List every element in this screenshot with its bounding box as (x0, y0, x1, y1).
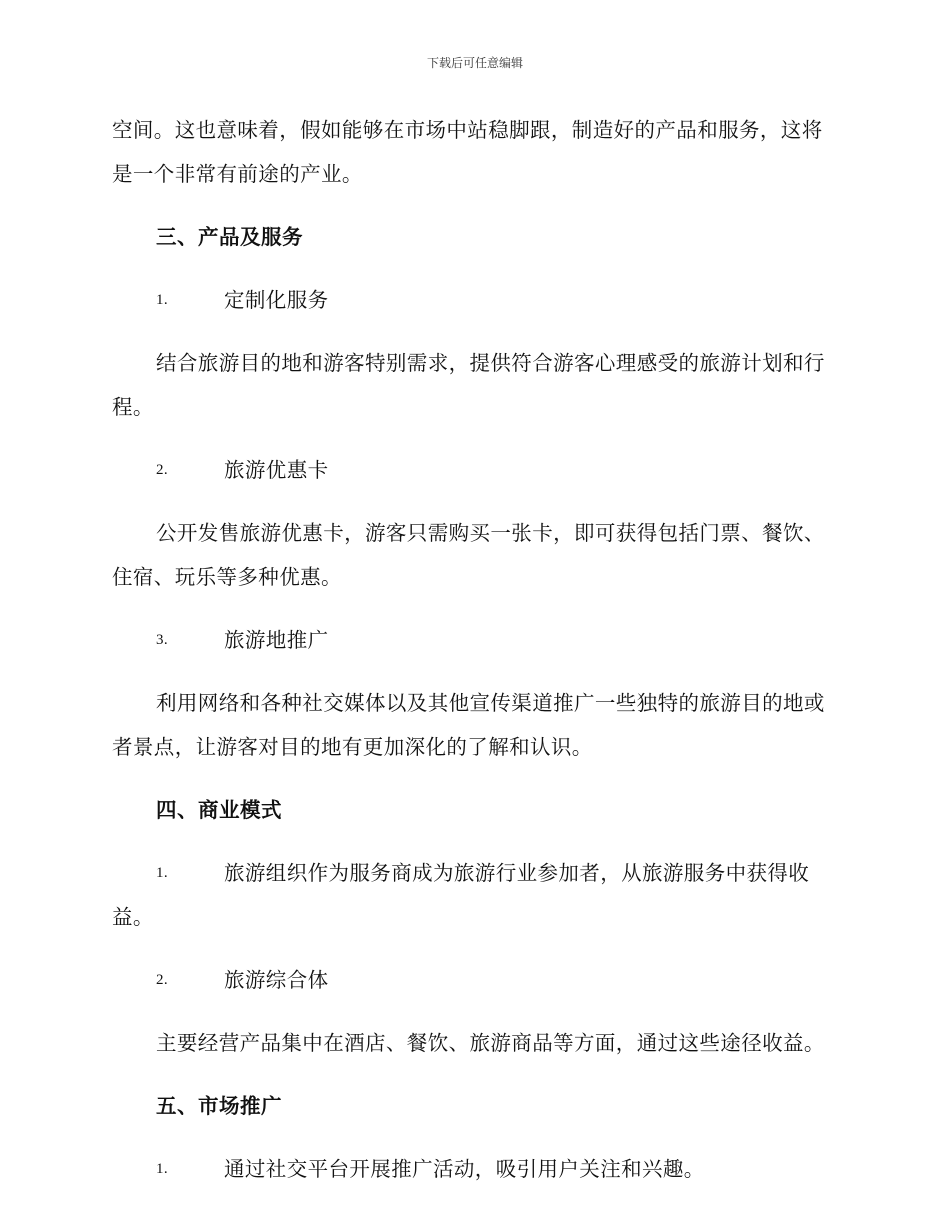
page-header: 下载后可任意编辑 (426, 56, 523, 70)
list-number: 2. (156, 462, 169, 478)
list-item-tour-organization (112, 851, 837, 939)
document-body (112, 108, 837, 1210)
list-number: 1. (156, 865, 169, 881)
list-number: 1. (156, 292, 169, 308)
paragraph-discount-card: 公开发售旅游优惠卡，游客只需购买一张卡，即可获得包括门票、餐饮、住宿、玩乐等多种优惠。 (112, 521, 825, 589)
list-item-tourism-complex (112, 958, 837, 1002)
section-heading-marketing: 五、市场推广 (156, 1094, 282, 1118)
list-number: 3. (156, 632, 169, 648)
list-item-custom-service (112, 278, 837, 322)
list-item-social-promo (112, 1147, 837, 1191)
list-number: 2. (156, 972, 169, 988)
section-heading-products: 三、产品及服务 (156, 225, 303, 249)
list-item-title: 旅游综合体 (224, 968, 329, 992)
paragraph-destination-promo: 利用网络和各种社交媒体以及其他宣传渠道推广一些独特的旅游目的地或者景点，让游客对目的地有更加深化的了解和认识。 (112, 691, 825, 759)
list-item-title: 旅游组织作为服务商成为旅游行业参加者，从旅游服务中获得收益。 (112, 861, 810, 929)
list-item-title: 定制化服务 (224, 288, 329, 312)
paragraph-intro: 空间。这也意味着，假如能够在市场中站稳脚跟，制造好的产品和服务，这将是一个非常有前途的产业。 (112, 118, 823, 186)
list-item-title: 通过社交平台开展推广活动，吸引用户关注和兴趣。 (224, 1157, 705, 1181)
list-item-title: 旅游优惠卡 (224, 458, 329, 482)
list-item-destination-promo (112, 618, 837, 662)
section-heading-business-model: 四、商业模式 (156, 798, 282, 822)
list-item-title: 旅游地推广 (224, 628, 329, 652)
list-item-discount-card (112, 448, 837, 492)
paragraph-tourism-complex: 主要经营产品集中在酒店、餐饮、旅游商品等方面，通过这些途径收益。 (156, 1031, 825, 1055)
list-number: 1. (156, 1161, 169, 1177)
paragraph-custom-service: 结合旅游目的地和游客特别需求，提供符合游客心理感受的旅游计划和行程。 (112, 351, 825, 419)
